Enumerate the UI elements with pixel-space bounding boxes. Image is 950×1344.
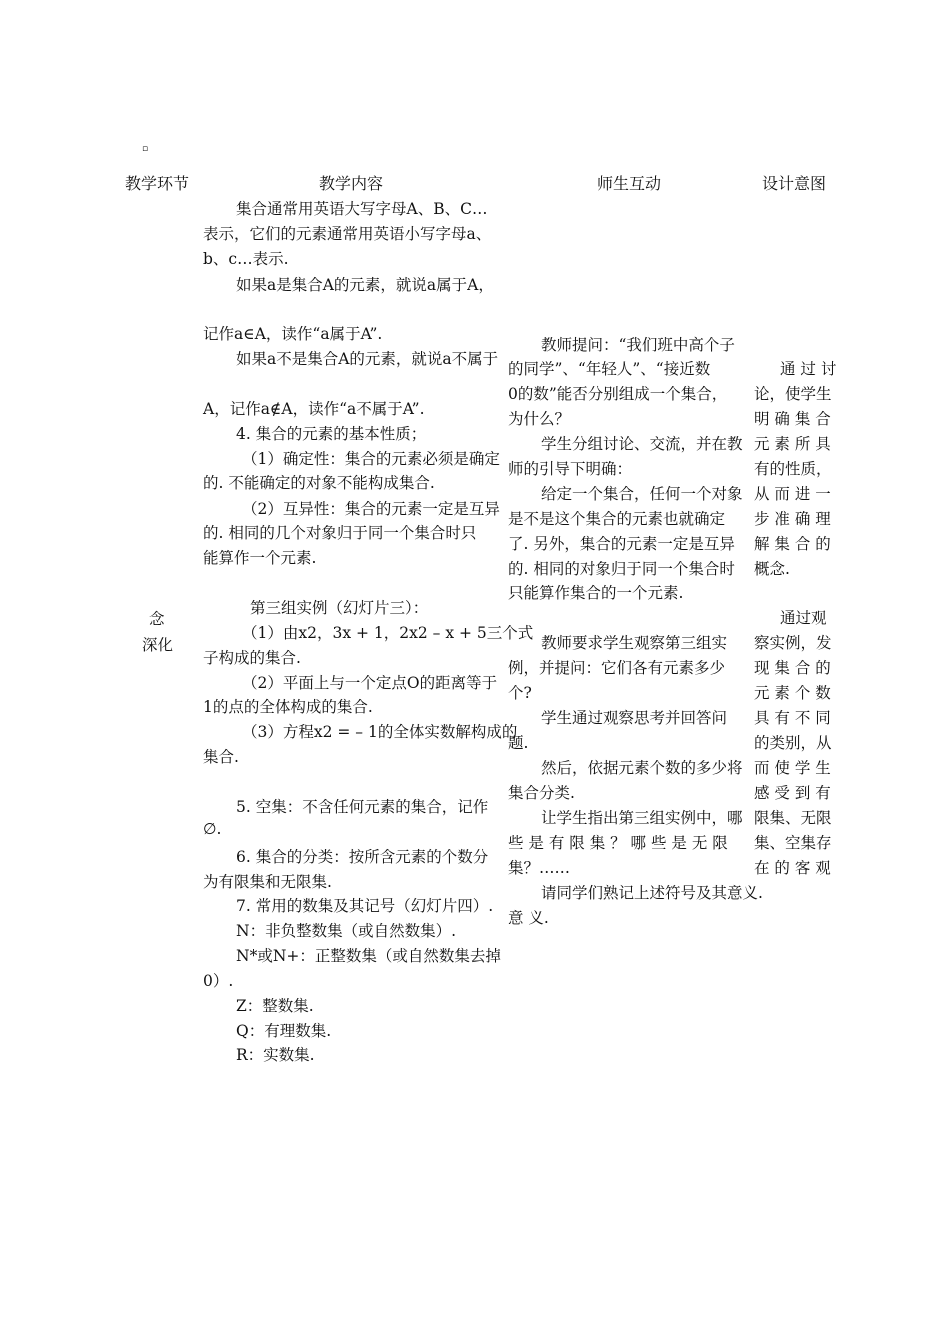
content-line: 如果a不是集合A的元素，就说a不属于: [236, 350, 499, 368]
intent-line: 步 准 确 理: [754, 510, 831, 528]
interaction-line: 教师提问：“我们班中高个子: [541, 336, 735, 354]
intent-line: 而 使 学 生: [754, 759, 831, 777]
intent-line: 论，使学生: [754, 385, 832, 403]
content-line: N：非负整数集（或自然数集）.: [236, 922, 456, 940]
content-line: A，记作a∉A，读作“a不属于A”.: [203, 400, 425, 418]
interaction-line: 了. 另外，集合的元素一定是互异: [508, 535, 735, 553]
content-line: 4. 集合的元素的基本性质；: [236, 425, 427, 443]
header-content: 教学内容: [319, 174, 384, 193]
content-line: 的. 相同的几个对象归于同一个集合时只: [203, 524, 477, 542]
content-line: 能算作一个元素.: [203, 549, 317, 567]
interaction-line: 例，并提问：它们各有元素多少: [508, 659, 726, 677]
intent-line: 察实例，发: [754, 634, 832, 652]
content-line: 集合通常用英语大写字母A、B、C…: [236, 200, 488, 218]
intent-line: 从 而 进 一: [754, 485, 831, 503]
interaction-line: 学生通过观察思考并回答问: [541, 709, 728, 727]
content-line: 6. 集合的分类：按所含元素的个数分: [236, 848, 489, 866]
content-line: 子构成的集合.: [203, 649, 301, 667]
content-line: （2）平面上与一个定点O的距离等于: [242, 674, 498, 692]
interaction-line: 然后，依据元素个数的多少将: [541, 759, 743, 777]
interaction-line: 是不是这个集合的元素也就确定: [508, 510, 726, 528]
stage-label-part1: 念: [149, 610, 165, 628]
content-line: Z：整数集.: [236, 997, 314, 1015]
content-line: 如果a是集合A的元素，就说a属于A，: [236, 276, 494, 294]
content-line: （1）由x2，3x + 1，2x2 – x + 5三个式: [242, 624, 534, 642]
header-intent: 设计意图: [762, 174, 827, 193]
intent-line: 感 受 到 有: [754, 784, 831, 802]
intent-line: 有的性质，: [754, 460, 832, 478]
intent-line: 现 集 合 的: [754, 659, 831, 677]
intent-line: 集、空集存: [754, 834, 832, 852]
content-line: 为有限集和无限集.: [203, 873, 332, 891]
header-stage: 教学环节: [125, 174, 190, 193]
intent-line: 概念.: [754, 560, 790, 578]
content-line: 5. 空集：不含任何元素的集合，记作: [236, 798, 489, 816]
intent-line: 解 集 合 的: [754, 535, 831, 553]
interaction-line: 师的引导下明确：: [508, 460, 633, 478]
interaction-line: 意 义.: [508, 909, 549, 927]
interaction-line: 学生分组讨论、交流，并在教: [541, 435, 743, 453]
intent-line: 通 过 讨: [780, 360, 837, 378]
interaction-line: 个?: [508, 684, 532, 702]
content-line: 1的点的全体构成的集合.: [203, 698, 373, 716]
interaction-line: 请同学们熟记上述符号及其意义.: [541, 884, 763, 902]
interaction-line: 的. 相同的对象归于同一个集合时: [508, 560, 735, 578]
content-line: 记作a∈A，读作“a属于A”.: [203, 325, 383, 343]
interaction-line: 的同学”、“年轻人”、“接近数: [508, 360, 711, 378]
intent-line: 明 确 集 合: [754, 410, 831, 428]
header-interaction: 师生互动: [597, 174, 662, 193]
corner-marker: ▫: [142, 144, 149, 154]
intent-line: 元 素 个 数: [754, 684, 831, 702]
intent-line: 通过观: [780, 609, 827, 627]
intent-line: 限集、无限: [754, 809, 832, 827]
content-line: Q：有理数集.: [236, 1022, 332, 1040]
content-line: 0）.: [203, 972, 234, 990]
content-line: （2）互异性：集合的元素一定是互异: [242, 500, 500, 518]
interaction-line: 些 是 有 限 集 ？ 哪 些 是 无 限: [508, 834, 728, 852]
content-line: 的. 不能确定的对象不能构成集合.: [203, 474, 435, 492]
content-line: N*或N+：正整数集（或自然数集去掉: [236, 947, 501, 965]
intent-line: 元 素 所 具: [754, 435, 831, 453]
stage-label-part2: 深化: [142, 636, 174, 654]
content-line: （1）确定性：集合的元素必须是确定: [242, 450, 500, 468]
content-line: 集合.: [203, 748, 239, 766]
content-line: （3）方程x2 = – 1的全体实数解构成的: [242, 723, 518, 741]
interaction-line: 教师要求学生观察第三组实: [541, 634, 728, 652]
content-line: 第三组实例（幻灯片三）：: [250, 599, 429, 617]
content-line: ∅.: [203, 820, 222, 838]
intent-line: 在 的 客 观: [754, 859, 831, 877]
interaction-line: 给定一个集合，任何一个对象: [541, 485, 743, 503]
content-line: 7. 常用的数集及其记号（幻灯片四）.: [236, 897, 494, 915]
interaction-line: 集？……: [508, 859, 571, 877]
content-line: b、c…表示.: [203, 250, 289, 268]
interaction-line: 让学生指出第三组实例中，哪: [541, 809, 743, 827]
interaction-line: 只能算作集合的一个元素.: [508, 584, 684, 602]
interaction-line: 0的数”能否分别组成一个集合，: [508, 385, 728, 403]
interaction-line: 集合分类.: [508, 784, 575, 802]
interaction-line: 为什么？: [508, 410, 571, 428]
content-line: R：实数集.: [236, 1046, 315, 1064]
intent-line: 的类别，从: [754, 734, 832, 752]
intent-line: 具 有 不 同: [754, 709, 831, 727]
content-line: 表示，它们的元素通常用英语小写字母a、: [203, 225, 492, 243]
interaction-line: 题.: [508, 734, 529, 752]
